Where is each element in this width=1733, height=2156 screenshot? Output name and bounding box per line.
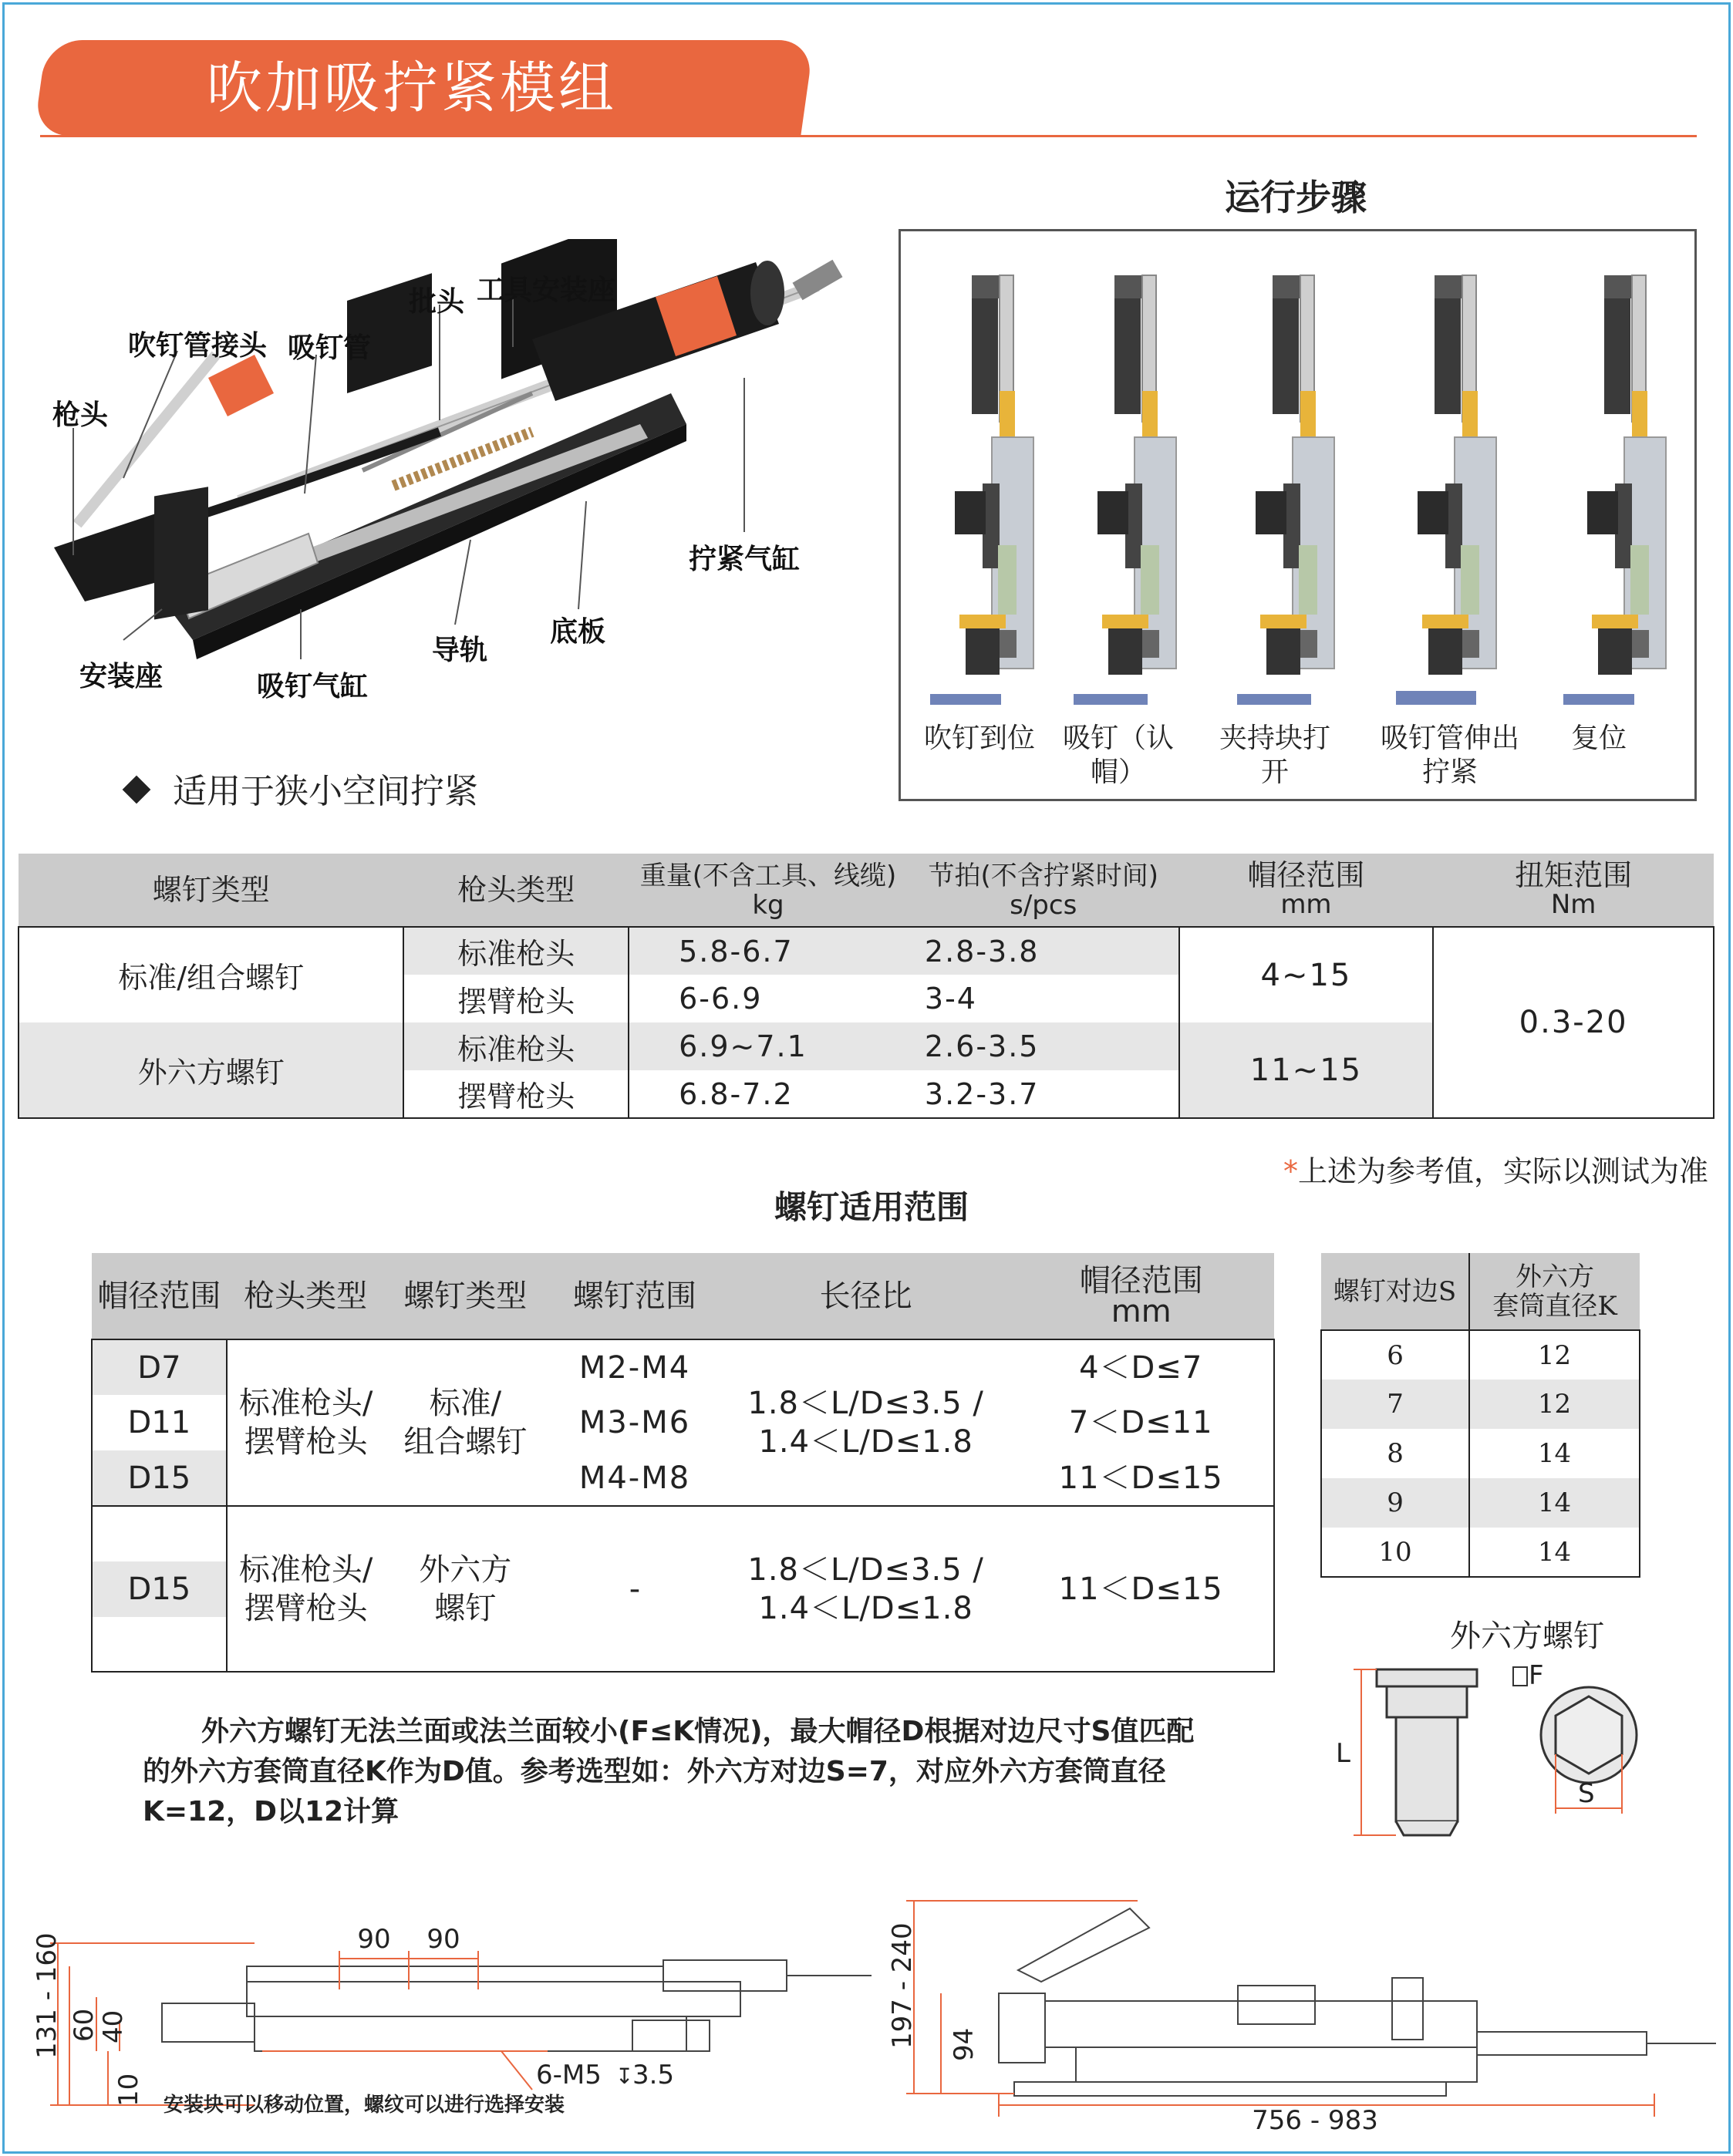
- dim-left-40: 40: [98, 2009, 129, 2043]
- step-4-figure: [1418, 275, 1496, 675]
- callout-bit: 批头: [409, 286, 465, 318]
- step-3-plate: [1237, 694, 1311, 705]
- table-row: [1321, 1330, 1640, 1380]
- step-2-label: 吸钉（认帽）: [1062, 723, 1174, 788]
- range-screw-cell: 标准/ 组合螺钉: [403, 1386, 528, 1460]
- step-1-figure: [955, 275, 1033, 675]
- spec-header-head-range: 帽径范围 mm: [1179, 854, 1434, 927]
- step-5-label: 复位: [1570, 723, 1627, 754]
- range-ratio-cell: 1.8＜L/D≤3.5 / 1.4＜L/D≤1.8: [747, 1551, 984, 1626]
- socket-k: 14: [1469, 1478, 1640, 1528]
- socket-k: 12: [1537, 1339, 1572, 1371]
- dim-left-90-a: 90: [357, 1924, 391, 1955]
- spec-header-weight: 重量(不含工具、线缆) kg: [629, 854, 908, 927]
- spec-torque: 0.3-20: [1433, 927, 1714, 1118]
- title-underline: [40, 135, 1697, 137]
- socket-k: 12: [1469, 1380, 1640, 1429]
- callout-tightening-cylinder: 拧紧气缸: [689, 544, 801, 575]
- socket-s: 9: [1321, 1478, 1469, 1528]
- range-d-cell: D7: [92, 1339, 227, 1395]
- callout-suction-cylinder: 吸钉气缸: [257, 671, 369, 702]
- spec-header-screw: 螺钉类型: [19, 854, 403, 927]
- step-4-label: 吸钉管伸出拧紧: [1381, 723, 1520, 788]
- range-ratio-cell: 1.8＜L/D≤3.5 / 1.4＜L/D≤1.8: [747, 1386, 984, 1460]
- spec-gun-type: 摆臂枪头: [403, 1070, 629, 1118]
- range-header-head: 帽径范围 mm: [1008, 1253, 1274, 1339]
- hex-s-label: S: [1578, 1778, 1595, 1809]
- range-screw-range: M2-M4: [578, 1349, 691, 1386]
- range-header-d: 帽径范围: [92, 1253, 227, 1339]
- table-row: [1321, 1380, 1640, 1429]
- range-screw-cell: 外六方 螺钉: [419, 1551, 512, 1626]
- range-head-cell: 7＜D≤11: [1068, 1405, 1213, 1440]
- dim-right-height: 197 - 240: [887, 1922, 918, 2049]
- dim-right-length: 756 - 983: [1252, 2105, 1378, 2136]
- feature-text: 适用于狭小空间拧紧: [173, 772, 478, 811]
- step-1-plate: [930, 694, 1001, 705]
- dim-left-height: 131 - 160: [32, 1932, 62, 2059]
- range-head-cell: 4＜D≤7: [1079, 1349, 1203, 1386]
- callout-guide-rail: 导轨: [432, 635, 488, 666]
- step-4-plate: [1396, 691, 1476, 705]
- callout-tool-mount: 工具安装座: [477, 275, 616, 306]
- dim-thread: 6-M5: [536, 2060, 602, 2090]
- socket-k: 14: [1537, 1438, 1572, 1469]
- feature-bullet: [123, 763, 478, 813]
- spec-weight: 6.8-7.2: [679, 1076, 794, 1111]
- table-row: [92, 1506, 1274, 1672]
- socket-header-k: 外六方 套筒直径K: [1469, 1253, 1640, 1330]
- socket-header-s: 螺钉对边S: [1321, 1253, 1469, 1330]
- dim-right-94: 94: [949, 2027, 979, 2061]
- callout-base-plate: 底板: [550, 616, 606, 648]
- socket-s: 8: [1321, 1429, 1469, 1478]
- range-head-cell: 11＜D≤15: [1058, 1571, 1223, 1607]
- steps-illustrations: [899, 229, 1697, 707]
- callout-mounting-seat: 安装座: [79, 661, 164, 692]
- table-row: [19, 927, 1714, 975]
- range-gun-cell: 标准枪头/ 摆臂枪头: [238, 1386, 373, 1460]
- step-1-label: 吹钉到位: [923, 723, 1035, 754]
- hex-l-label: L: [1336, 1738, 1350, 1769]
- socket-k: 14: [1537, 1536, 1572, 1568]
- range-header-range: 螺钉范围: [546, 1253, 723, 1339]
- spec-gun-type: 摆臂枪头: [403, 975, 629, 1022]
- dim-left-10: 10: [113, 2073, 144, 2107]
- spec-header-cycle: 节拍(不含拧紧时间) s/pcs: [908, 854, 1179, 927]
- callout-gun-head: 枪头: [52, 399, 109, 431]
- spec-gun-type: 标准枪头: [403, 1022, 629, 1070]
- hex-screw-figure: [1327, 1650, 1650, 1851]
- step-2-plate: [1074, 694, 1148, 705]
- socket-s: 10: [1321, 1528, 1469, 1577]
- hex-f-box: [1513, 1667, 1527, 1686]
- table-row: [92, 1339, 1274, 1395]
- dim-depth: 3.5: [632, 2060, 675, 2090]
- callout-blow-tube-connector: 吹钉管接头: [128, 330, 268, 362]
- spec-screw-type: 外六方螺钉: [19, 1022, 403, 1118]
- drawing-left-note: 安装块可以移动位置，螺纹可以进行选择安装: [164, 2094, 565, 2117]
- range-table-title: 螺钉适用范围: [774, 1188, 969, 1226]
- hex-figure-title: 外六方螺钉: [1450, 1619, 1604, 1654]
- dim-left-60: 60: [69, 2008, 99, 2042]
- dim-left-90-b: 90: [427, 1924, 460, 1955]
- range-screw-range: -: [629, 1571, 641, 1607]
- spec-cycle: 3.2-3.7: [908, 1070, 1179, 1118]
- step-3-label: 夹持块打开: [1219, 723, 1330, 788]
- selection-note: 外六方螺钉无法兰面或法兰面较小(F≤K情况)，最大帽径D根据对边尺寸S值匹配 的外六方套筒直径K作为D值。参考选型如：外六方对边S=7，对应外六方套筒直径 K=12，D以12计算: [143, 1716, 1195, 1828]
- range-table: [91, 1253, 1275, 1673]
- spec-screw-type: 标准/组合螺钉: [19, 927, 403, 1022]
- spec-weight: 6.9~7.1: [629, 1022, 908, 1070]
- drawing-left: [23, 1905, 879, 2128]
- spec-header-gun: 枪头类型: [403, 854, 629, 927]
- range-table-header: [92, 1253, 1274, 1339]
- socket-s: 6: [1321, 1330, 1469, 1380]
- footnote: *上述为参考值，实际以测试为准: [1283, 1154, 1708, 1188]
- range-header-ratio: 长径比: [723, 1253, 1009, 1339]
- table-row: [1321, 1528, 1640, 1577]
- range-d-cell: D15: [92, 1450, 227, 1506]
- steps-title: 运行步骤: [1225, 177, 1367, 218]
- callout-suction-tube: 吸钉管: [288, 332, 372, 364]
- spec-cycle: 3-4: [908, 975, 1179, 1022]
- table-row: [1321, 1429, 1640, 1478]
- range-screw-range: M3-M6: [578, 1405, 691, 1440]
- spec-header-torque: 扭矩范围 Nm: [1433, 854, 1714, 927]
- spec-cycle: 2.6-3.5: [908, 1022, 1179, 1070]
- step-3-figure: [1256, 275, 1334, 675]
- table-row: [1321, 1478, 1640, 1528]
- spec-weight: 6-6.9: [679, 982, 763, 1016]
- step-5-figure: [1587, 275, 1666, 675]
- socket-table: [1320, 1253, 1640, 1578]
- spec-weight: 5.8-6.7: [629, 927, 908, 975]
- socket-s: 7: [1321, 1380, 1469, 1429]
- spec-head-range: 4~15: [1179, 927, 1434, 1022]
- drawing-right: [883, 1885, 1724, 2140]
- socket-table-header: [1321, 1253, 1640, 1330]
- spec-cycle: 2.8-3.8: [908, 927, 1179, 975]
- spec-gun-type: 标准枪头: [403, 927, 629, 975]
- range-screw-range: M4-M8: [578, 1460, 691, 1496]
- range-d-cell-2: D15: [92, 1506, 227, 1672]
- depth-symbol: ↧: [615, 2063, 634, 2089]
- range-gun-cell: 标准枪头/ 摆臂枪头: [238, 1551, 373, 1626]
- range-header-screw: 螺钉类型: [384, 1253, 546, 1339]
- hex-f-label: F: [1529, 1660, 1544, 1691]
- range-header-gun: 枪头类型: [227, 1253, 385, 1339]
- spec-table: [18, 854, 1714, 1119]
- range-d-cell: D11: [92, 1395, 227, 1450]
- range-head-cell: 11＜D≤15: [1058, 1460, 1223, 1496]
- diamond-bullet-icon: [123, 776, 151, 804]
- spec-table-header: [19, 854, 1714, 927]
- spec-head-range: 11~15: [1179, 1022, 1434, 1118]
- page-title: 吹加吸拧紧模组: [207, 56, 618, 120]
- step-5-plate: [1563, 694, 1634, 705]
- step-2-figure: [1097, 275, 1176, 675]
